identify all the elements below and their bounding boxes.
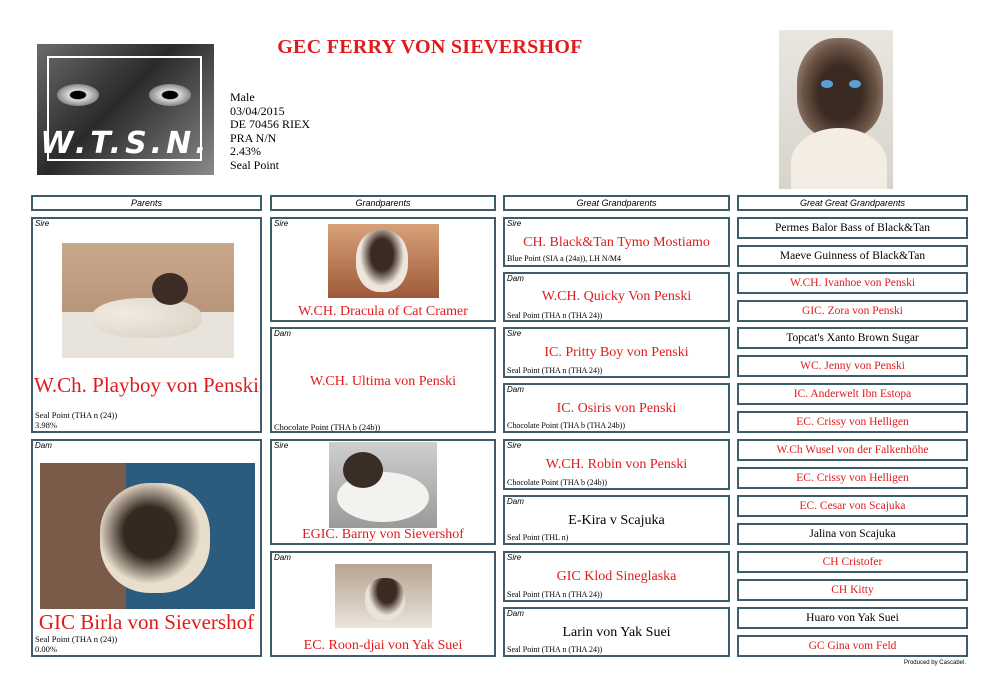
header-great-great-grandparents: Great Great Grandparents bbox=[737, 195, 968, 211]
great-great-grandparent[interactable]: EC. Crissy von Helligen bbox=[737, 411, 968, 433]
great-grandparent-detail: Seal Point (THA n (THA 24)) bbox=[507, 366, 603, 375]
grandparent-card[interactable] bbox=[270, 551, 496, 657]
role-label: Dam bbox=[507, 274, 524, 283]
grandparent-card[interactable] bbox=[270, 327, 496, 433]
parent-sire-card[interactable] bbox=[31, 217, 262, 433]
great-grandparent-detail: Blue Point (SIA a (24a)), LH N/M4 bbox=[507, 254, 621, 263]
great-grandparent-detail: Seal Point (THA n (THA 24)) bbox=[507, 311, 603, 320]
grandparent-name: EC. Roon-djai von Yak Suei bbox=[303, 638, 463, 653]
great-great-grandparent[interactable]: Jalina von Scajuka bbox=[737, 523, 968, 545]
great-great-grandparent[interactable]: W.CH. Ivanhoe von Penski bbox=[737, 272, 968, 294]
parent-dam-detail: Seal Point (THA n (24)) bbox=[35, 634, 118, 644]
header-grandparents: Grandparents bbox=[270, 195, 496, 211]
parent-sire-photo bbox=[62, 243, 234, 358]
coi: 2.43% bbox=[230, 144, 261, 158]
great-grandparent-name: GIC Klod Sineglaska bbox=[556, 569, 677, 584]
role-label: Dam bbox=[507, 497, 524, 506]
pra-status: PRA N/N bbox=[230, 130, 277, 145]
grandparent-name: W.CH. Ultima von Penski bbox=[309, 374, 457, 389]
great-great-grandparent[interactable]: EC. Crissy von Helligen bbox=[737, 467, 968, 489]
great-grandparent-detail: Chocolate Point (THA b (THA 24b)) bbox=[507, 421, 625, 430]
parent-sire-name: W.Ch. Playboy von Penski bbox=[34, 373, 259, 397]
great-grandparent-card[interactable] bbox=[503, 327, 730, 378]
great-grandparent-detail: Seal Point (THA n (THA 24)) bbox=[507, 645, 603, 654]
great-grandparent-card[interactable] bbox=[503, 495, 730, 545]
registration: DE 70456 RIEX bbox=[230, 117, 310, 131]
great-grandparent-name: E-Kira v Scajuka bbox=[568, 513, 665, 528]
great-great-grandparent[interactable]: WC. Jenny von Penski bbox=[737, 355, 968, 377]
role-label: Sire bbox=[35, 219, 50, 228]
parent-dam-card[interactable] bbox=[31, 439, 262, 657]
great-grandparent-name: IC. Pritty Boy von Penski bbox=[544, 345, 689, 360]
great-grandparent-name: W.CH. Robin von Penski bbox=[545, 457, 688, 472]
great-grandparent-name: CH. Black&Tan Tymo Mostiamo bbox=[523, 235, 710, 250]
role-label: Sire bbox=[507, 329, 522, 338]
great-great-grandparent[interactable]: GC Gina vom Feld bbox=[737, 635, 968, 657]
cattery-logo bbox=[37, 44, 214, 175]
role-label: Dam bbox=[507, 385, 524, 394]
header-parents: Parents bbox=[31, 195, 262, 211]
great-grandparent-detail: Chocolate Point (THA b (24b)) bbox=[507, 478, 607, 487]
logo-text: W.T.S.N. bbox=[40, 126, 211, 161]
grandparent-detail: Chocolate Point (THA b (24b)) bbox=[274, 422, 381, 432]
role-label: Dam bbox=[274, 553, 291, 562]
role-label: Sire bbox=[274, 441, 289, 450]
footer-credit: Produced by Cascabel. bbox=[903, 660, 966, 666]
great-grandparent-card[interactable] bbox=[503, 383, 730, 433]
great-grandparent-name: W.CH. Quicky Von Penski bbox=[541, 289, 692, 304]
great-grandparent-detail: Seal Point (THL n) bbox=[507, 533, 569, 542]
header-great-grandparents: Great Grandparents bbox=[503, 195, 730, 211]
grandparent-name: W.CH. Dracula of Cat Cramer bbox=[298, 304, 468, 319]
cat-info bbox=[230, 91, 310, 172]
main-cat-photo bbox=[779, 30, 893, 189]
parent-sire-detail: Seal Point (THA n (24)) bbox=[35, 410, 118, 420]
grandparent-card[interactable] bbox=[270, 217, 496, 322]
sex: Male bbox=[230, 90, 255, 104]
great-great-grandparent[interactable]: IC. Anderwelt Ibn Estopa bbox=[737, 383, 968, 405]
great-grandparent-card[interactable] bbox=[503, 272, 730, 322]
great-great-grandparent[interactable]: CH Kitty bbox=[737, 579, 968, 601]
grandparent-name: EGIC. Barny von Sievershof bbox=[302, 527, 464, 542]
great-grandparent-card[interactable] bbox=[503, 551, 730, 602]
grandparent-photo bbox=[329, 442, 437, 528]
cat-eye-right-icon bbox=[149, 84, 191, 106]
great-grandparent-name: IC. Osiris von Penski bbox=[556, 401, 677, 416]
grandparent-card[interactable] bbox=[270, 439, 496, 545]
role-label: Sire bbox=[507, 441, 522, 450]
great-great-grandparent[interactable]: Topcat's Xanto Brown Sugar bbox=[737, 327, 968, 349]
great-great-grandparent[interactable]: W.Ch Wusel von der Falkenhöhe bbox=[737, 439, 968, 461]
great-grandparent-detail: Seal Point (THA n (THA 24)) bbox=[507, 590, 603, 599]
grandparent-photo bbox=[335, 564, 432, 628]
great-great-grandparent[interactable]: CH Cristofer bbox=[737, 551, 968, 573]
great-great-grandparent[interactable]: Huaro von Yak Suei bbox=[737, 607, 968, 629]
role-label: Sire bbox=[507, 219, 522, 228]
role-label: Dam bbox=[274, 329, 291, 338]
parent-sire-coi: 3.98% bbox=[35, 420, 57, 430]
great-great-grandparent[interactable]: Maeve Guinness of Black&Tan bbox=[737, 245, 968, 267]
color: Seal Point bbox=[230, 157, 280, 172]
grandparent-photo bbox=[328, 224, 439, 298]
great-grandparent-name: Larin von Yak Suei bbox=[562, 625, 671, 640]
great-grandparent-card[interactable] bbox=[503, 439, 730, 490]
parent-dam-name: GIC Birla von Sievershof bbox=[38, 610, 255, 634]
parent-dam-coi: 0.00% bbox=[35, 644, 57, 654]
great-great-grandparent[interactable]: EC. Cesar von Scajuka bbox=[737, 495, 968, 517]
great-grandparent-card[interactable] bbox=[503, 217, 730, 267]
page-title: GEC FERRY VON SIEVERSHOF bbox=[277, 36, 583, 58]
parent-dam-photo bbox=[40, 463, 255, 609]
birth-date: 03/04/2015 bbox=[230, 103, 285, 118]
role-label: Dam bbox=[507, 609, 524, 618]
role-label: Sire bbox=[274, 219, 289, 228]
great-great-grandparent[interactable]: GIC. Zora von Penski bbox=[737, 300, 968, 322]
great-grandparent-card[interactable] bbox=[503, 607, 730, 657]
role-label: Dam bbox=[35, 441, 52, 450]
great-great-grandparent[interactable]: Permes Balor Bass of Black&Tan bbox=[737, 217, 968, 239]
cat-eye-left-icon bbox=[57, 84, 99, 106]
role-label: Sire bbox=[507, 553, 522, 562]
